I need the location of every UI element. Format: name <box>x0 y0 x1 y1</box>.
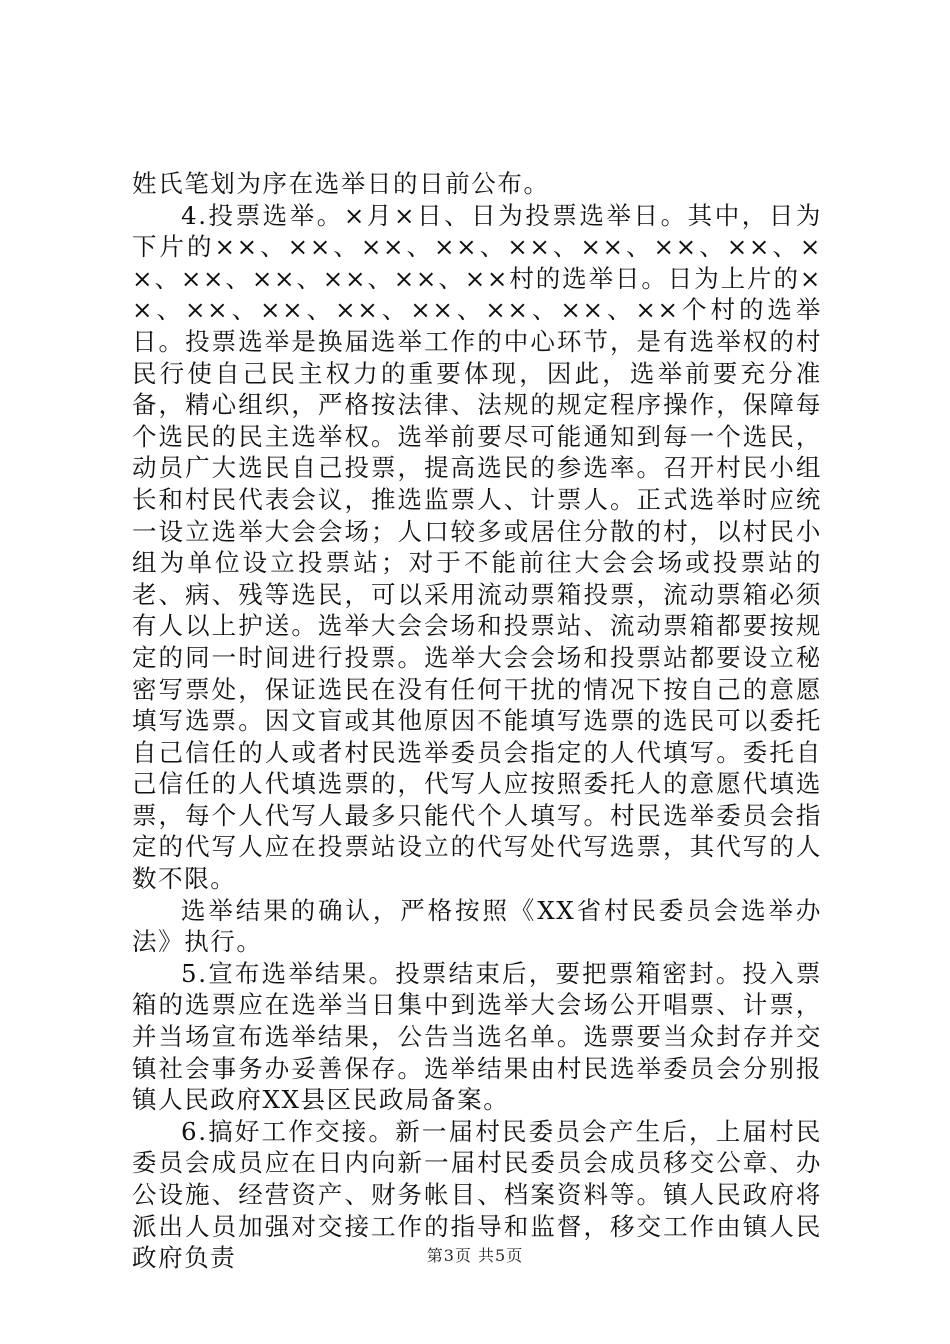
paragraph-voting: 4.投票选举。×月×日、日为投票选举日。其中，日为下片的××、××、××、××、××、××、××、××、××、××、××、××、××、××村的选举日。日为上片的××、××、××、××、××、××、××、××个村的选举日。投票选举是换届选举工作的中心环节，是有选举权的村民行使自己民主权力的重要体现，因此，选举前要充分准备，精心组织，严格按法律、法规的规定程序操作，保障每个选民的民主选举权。选举前要尽可能通知到每一个选民，动员广大选民自己投票，提高选民的参选率。召开村民小组长和村民代表会议，推选监票人、计票人。正式选举时应统一设立选举大会会场；人口较多或居住分散的村，以村民小组为单位设立投票站；对于不能前往大会会场或投票站的老、病、残等选民，可以采用流动票箱投票，流动票箱必须有人以上护送。选举大会会场和投票站、流动票箱都要按规定的同一时间进行投票。选举大会会场和投票站都要设立秘密写票处，保证选民在没有任何干扰的情况下按自己的意愿填写选票。因文盲或其他原因不能填写选票的选民可以委托自己信任的人或者村民选举委员会指定的人代填写。委托自己信任的人代填选票的，代写人应按照委托人的意愿代填选票，每个人代写人最多只能代个人填写。村民选举委员会指定的代写人应在投票站设立的代写处代写选票，其代写的人数不限。 <box>132 200 822 894</box>
document-body <box>132 168 822 1274</box>
paragraph-continuation: 姓氏笔划为序在选举日的日前公布。 <box>132 169 550 198</box>
paragraph-handover: 6.搞好工作交接。新一届村民委员会产生后，上届村民委员会成员应在日内向新一届村民委员会成员移交公章、办公设施、经营资产、财务帐目、档案资料等。镇人民政府将派出人员加强对交接工作的指导和监督，移交工作由镇人民政府负责 <box>132 1116 822 1273</box>
paragraph-announce-results: 5.宣布选举结果。投票结束后，要把票箱密封。投入票箱的选票应在选举当日集中到选举大会场公开唱票、计票，并当场宣布选举结果，公告当选名单。选票要当众封存并交镇社会事务办妥善保存。选举结果由村民选举委员会分别报镇人民政府XX县区民政局备案。 <box>132 958 822 1115</box>
paragraph-result-confirmation: 选举结果的确认，严格按照《XX省村民委员会选举办法》执行。 <box>132 895 822 957</box>
page-number-footer: 第3页 共5页 <box>426 1246 524 1265</box>
